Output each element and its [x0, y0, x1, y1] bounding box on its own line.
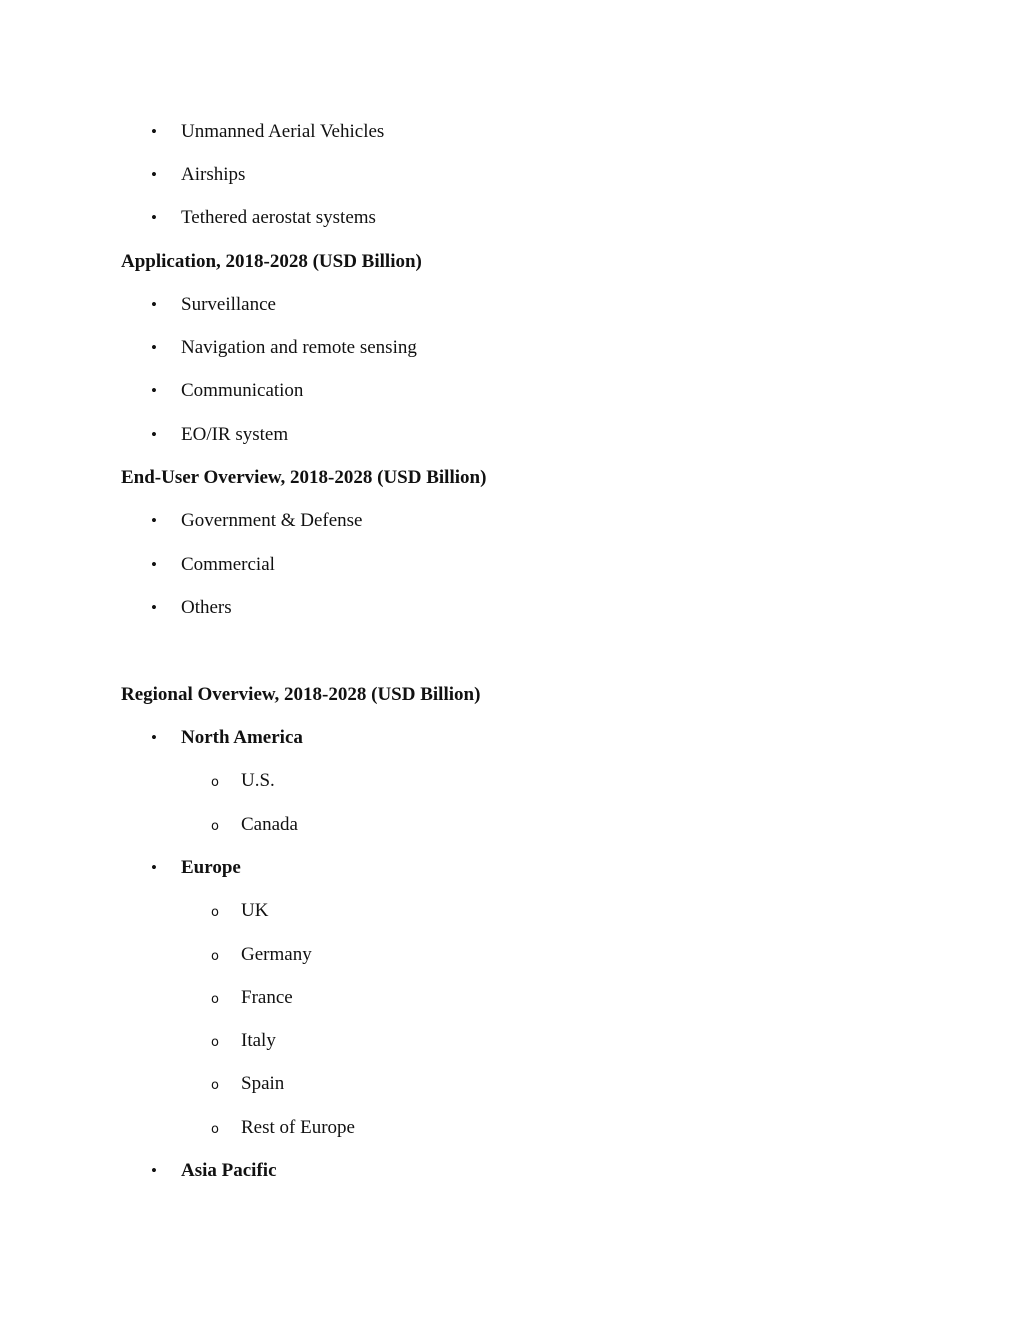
list-item-label: Surveillance — [181, 294, 276, 315]
hollow-bullet-icon: o — [211, 949, 219, 964]
hollow-bullet-icon: o — [211, 1078, 219, 1093]
bullet-icon: • — [151, 555, 157, 574]
bullet-icon: • — [151, 728, 157, 747]
bullet-icon: • — [151, 511, 157, 530]
region-label: Europe — [181, 857, 241, 878]
list-item-label: Navigation and remote sensing — [181, 337, 417, 358]
bullet-icon: • — [151, 1161, 157, 1180]
hollow-bullet-icon: o — [211, 905, 219, 920]
list-item-label: Communication — [181, 380, 304, 401]
bullet-icon: • — [151, 295, 157, 314]
hollow-bullet-icon: o — [211, 1035, 219, 1050]
country-label: UK — [241, 900, 269, 921]
list-item-label: Unmanned Aerial Vehicles — [181, 121, 385, 142]
hollow-bullet-icon: o — [211, 775, 219, 790]
hollow-bullet-icon: o — [211, 819, 219, 834]
bullet-icon: • — [151, 165, 157, 184]
region-label: North America — [181, 727, 303, 748]
list-item-label: Airships — [181, 164, 246, 185]
hollow-bullet-icon: o — [211, 992, 219, 1007]
section-heading-regional: Regional Overview, 2018-2028 (USD Billion) — [121, 684, 481, 705]
country-label: Germany — [241, 944, 312, 965]
country-label: U.S. — [241, 770, 275, 791]
hollow-bullet-icon: o — [211, 1122, 219, 1137]
country-label: Italy — [241, 1030, 276, 1051]
bullet-icon: • — [151, 598, 157, 617]
bullet-icon: • — [151, 858, 157, 877]
list-item-label: Tethered aerostat systems — [181, 207, 376, 228]
bullet-icon: • — [151, 381, 157, 400]
bullet-icon: • — [151, 425, 157, 444]
bullet-icon: • — [151, 338, 157, 357]
list-item-label: Commercial — [181, 554, 275, 575]
bullet-icon: • — [151, 208, 157, 227]
country-label: France — [241, 987, 293, 1008]
country-label: Rest of Europe — [241, 1117, 355, 1138]
list-item-label: Others — [181, 597, 232, 618]
country-label: Canada — [241, 814, 298, 835]
section-heading-end-user: End-User Overview, 2018-2028 (USD Billion) — [121, 467, 487, 488]
bullet-icon: • — [151, 122, 157, 141]
list-item-label: Government & Defense — [181, 510, 363, 531]
list-item-label: EO/IR system — [181, 424, 289, 445]
country-label: Spain — [241, 1073, 285, 1094]
section-heading-application: Application, 2018-2028 (USD Billion) — [121, 251, 422, 272]
region-label: Asia Pacific — [181, 1160, 277, 1181]
